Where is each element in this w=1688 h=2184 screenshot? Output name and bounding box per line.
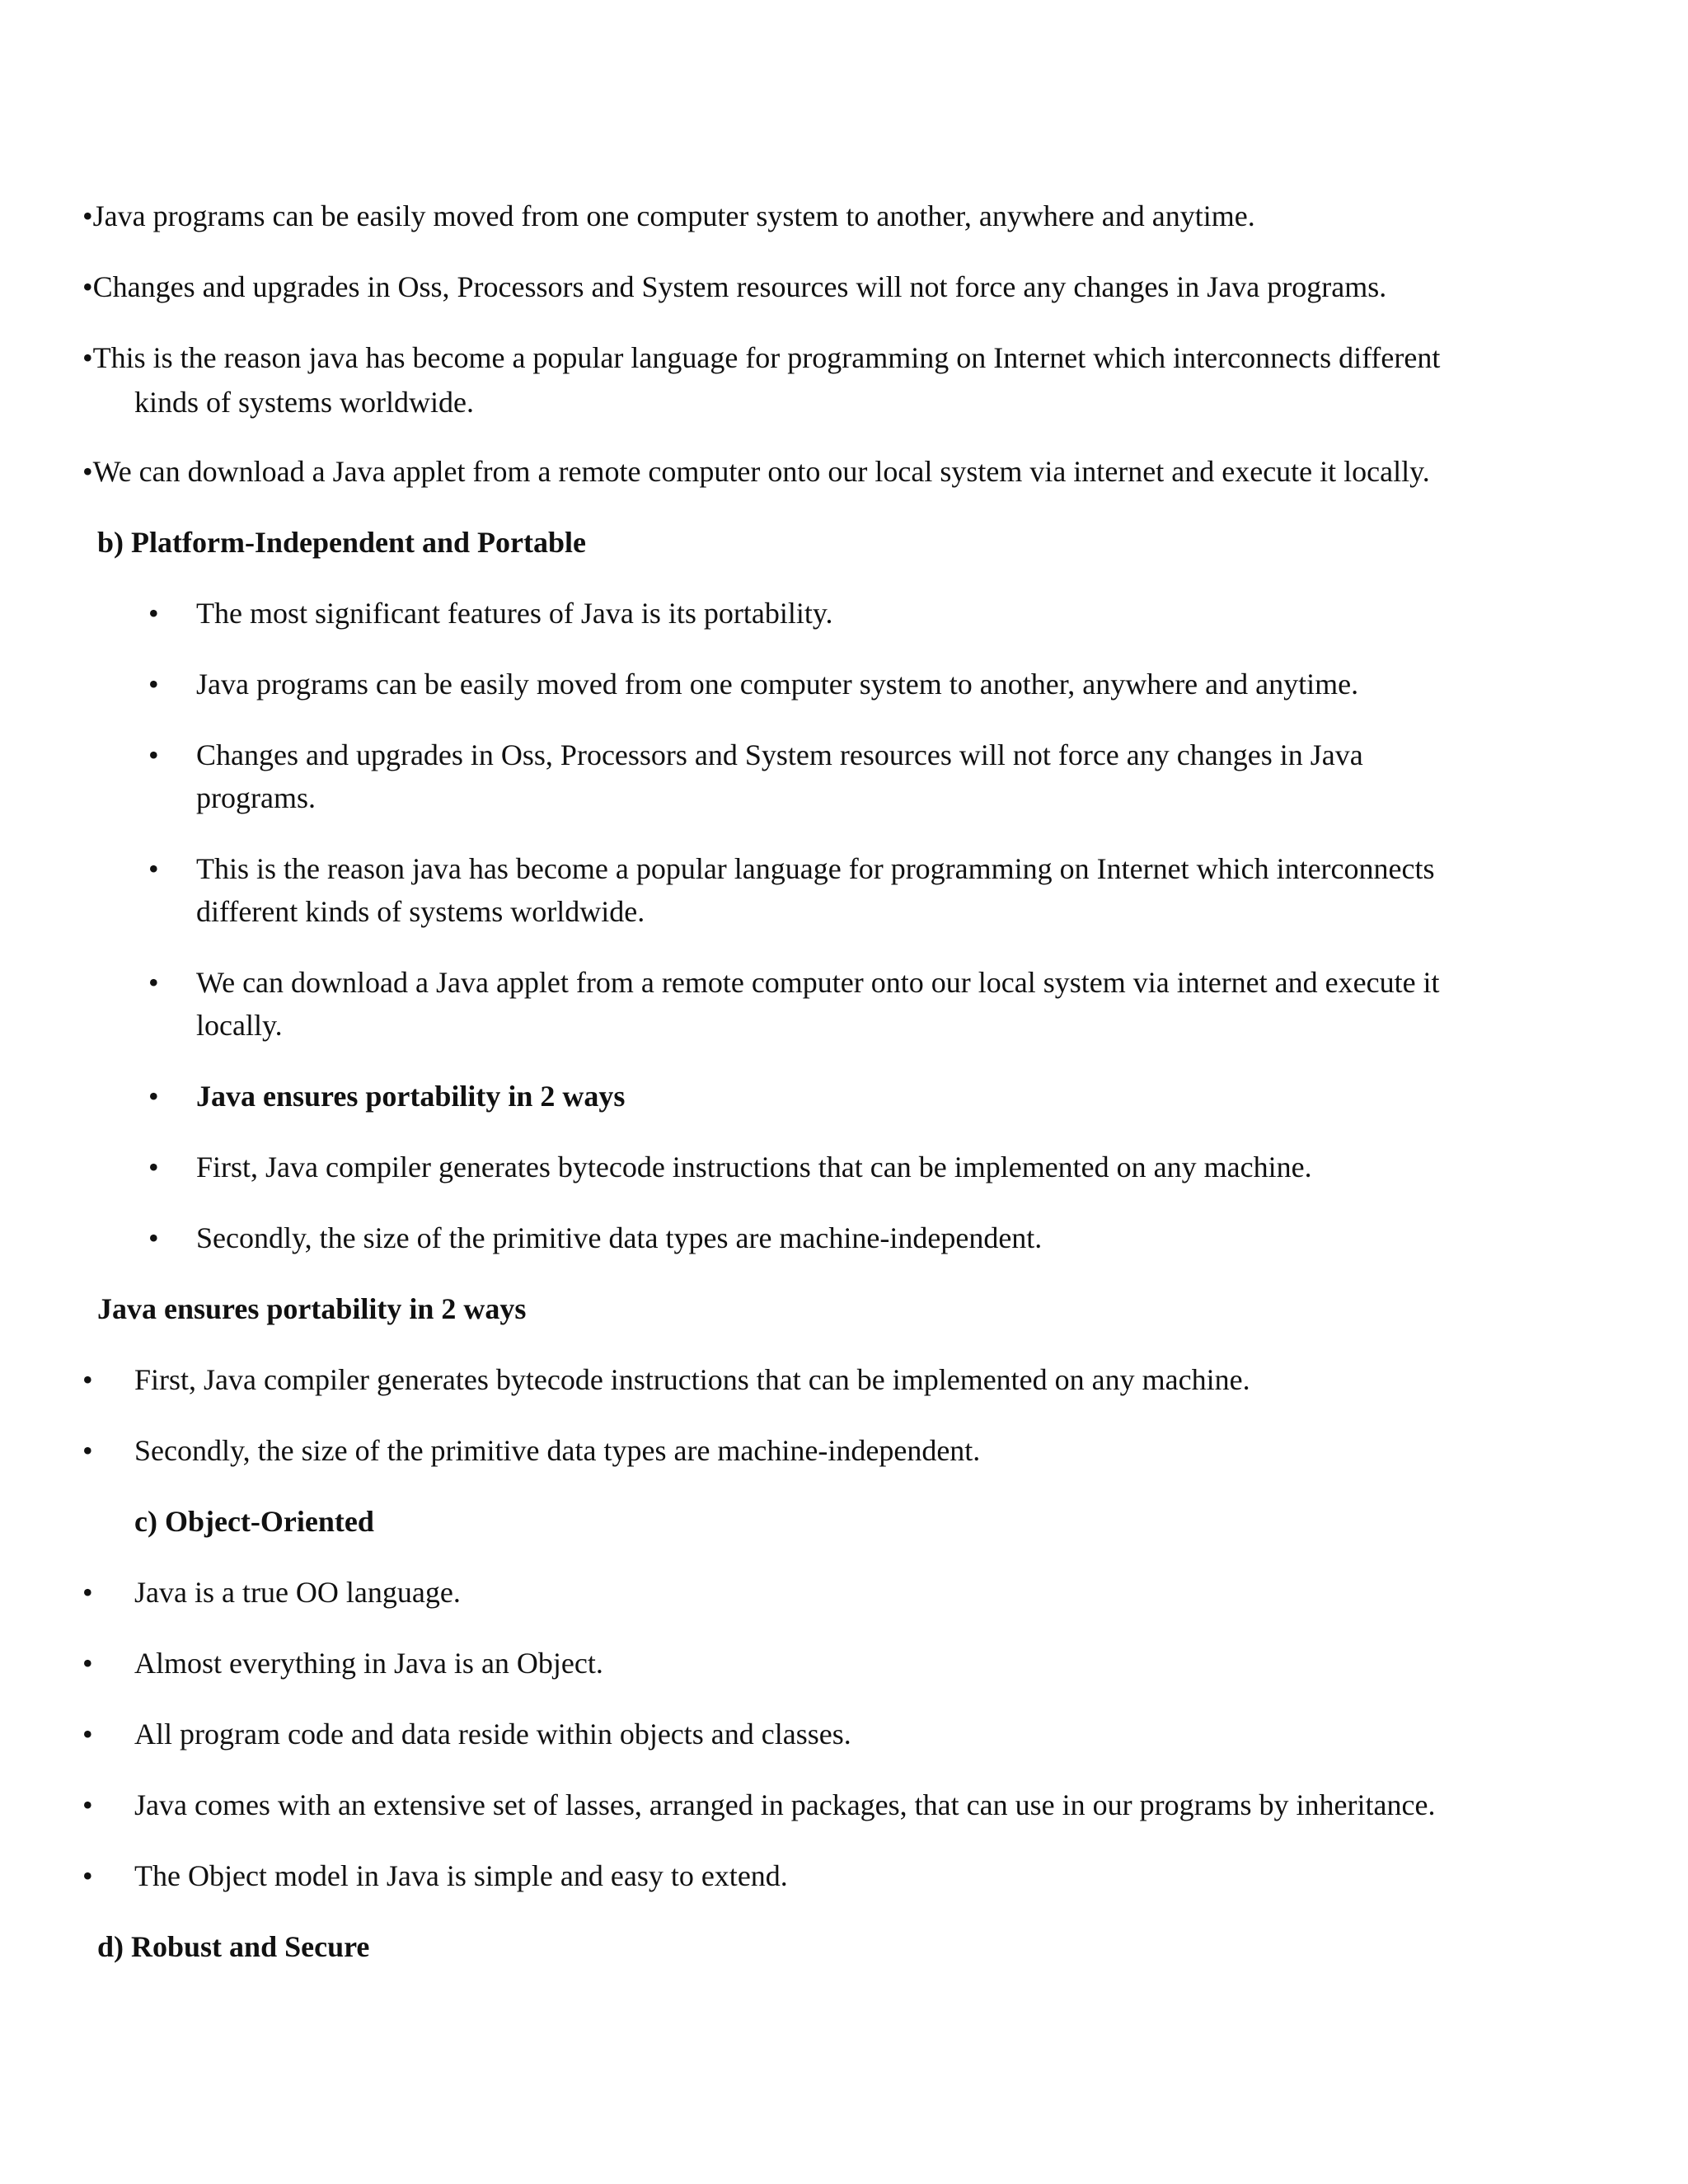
section-b-item-4-cont: different kinds of systems worldwide. bbox=[196, 895, 645, 928]
intro-bullet-3: •This is the reason java has become a popular language for programming on Internet which interconnects different bbox=[82, 341, 1441, 374]
intro-bullet-4: •We can download a Java applet from a remote computer onto our local system via internet and execute it locally. bbox=[82, 455, 1430, 488]
section-c-item-4: Java comes with an extensive set of lasses, arranged in packages, that can use in our programs by inheritance. bbox=[134, 1788, 1436, 1821]
section-c-heading: c) Object-Oriented bbox=[134, 1505, 374, 1538]
intro-bullet-2: •Changes and upgrades in Oss, Processors and System resources will not force any changes in Java programs. bbox=[82, 270, 1387, 303]
section-c-item-2: Almost everything in Java is an Object. bbox=[134, 1647, 603, 1680]
section-b-bullet-icon: • bbox=[148, 1151, 159, 1183]
section-c-bullet-icon: • bbox=[82, 1859, 93, 1892]
portability-item-1: First, Java compiler generates bytecode instructions that can be implemented on any machine. bbox=[134, 1363, 1250, 1396]
section-b-bullet-icon: • bbox=[148, 597, 159, 630]
section-b-bullet-icon: • bbox=[148, 1221, 159, 1254]
section-c-item-3: All program code and data reside within objects and classes. bbox=[134, 1718, 851, 1750]
section-b-item-3-cont: programs. bbox=[196, 781, 316, 814]
intro-bullet-1: •Java programs can be easily moved from one computer system to another, anywhere and anytime. bbox=[82, 199, 1255, 232]
section-c-bullet-icon: • bbox=[82, 1576, 93, 1609]
section-b-item-3: Changes and upgrades in Oss, Processors and System resources will not force any changes in Java bbox=[196, 738, 1363, 771]
section-c-item-1: Java is a true OO language. bbox=[134, 1576, 461, 1609]
portability-heading: Java ensures portability in 2 ways bbox=[97, 1292, 527, 1325]
section-b-item-2: Java programs can be easily moved from one computer system to another, anywhere and anytime. bbox=[196, 668, 1359, 701]
section-b-bullet-icon: • bbox=[148, 738, 159, 771]
section-c-item-5: The Object model in Java is simple and easy to extend. bbox=[134, 1859, 788, 1892]
portability-bullet-icon: • bbox=[82, 1434, 93, 1467]
section-c-bullet-icon: • bbox=[82, 1718, 93, 1750]
section-c-bullet-icon: • bbox=[82, 1788, 93, 1821]
section-c-bullet-icon: • bbox=[82, 1647, 93, 1680]
section-b-heading: b) Platform-Independent and Portable bbox=[97, 526, 586, 559]
section-b-item-6: Java ensures portability in 2 ways bbox=[196, 1080, 626, 1113]
section-b-bullet-icon: • bbox=[148, 668, 159, 701]
portability-bullet-icon: • bbox=[82, 1363, 93, 1396]
portability-item-2: Secondly, the size of the primitive data types are machine-independent. bbox=[134, 1434, 981, 1467]
section-b-item-5: We can download a Java applet from a remote computer onto our local system via internet and execute it bbox=[196, 966, 1440, 999]
section-b-item-7: First, Java compiler generates bytecode instructions that can be implemented on any machine. bbox=[196, 1151, 1312, 1183]
section-d-heading: d) Robust and Secure bbox=[97, 1930, 370, 1963]
section-b-item-4: This is the reason java has become a popular language for programming on Internet which interconnects bbox=[196, 852, 1435, 885]
section-b-bullet-icon: • bbox=[148, 852, 159, 885]
intro-bullet-3-cont: kinds of systems worldwide. bbox=[134, 386, 474, 419]
section-b-item-1: The most significant features of Java is its portability. bbox=[196, 597, 833, 630]
section-b-bullet-icon: • bbox=[148, 966, 159, 999]
section-b-item-5-cont: locally. bbox=[196, 1009, 283, 1042]
section-b-item-8: Secondly, the size of the primitive data types are machine-independent. bbox=[196, 1221, 1043, 1254]
section-b-bullet-icon: • bbox=[148, 1080, 159, 1113]
